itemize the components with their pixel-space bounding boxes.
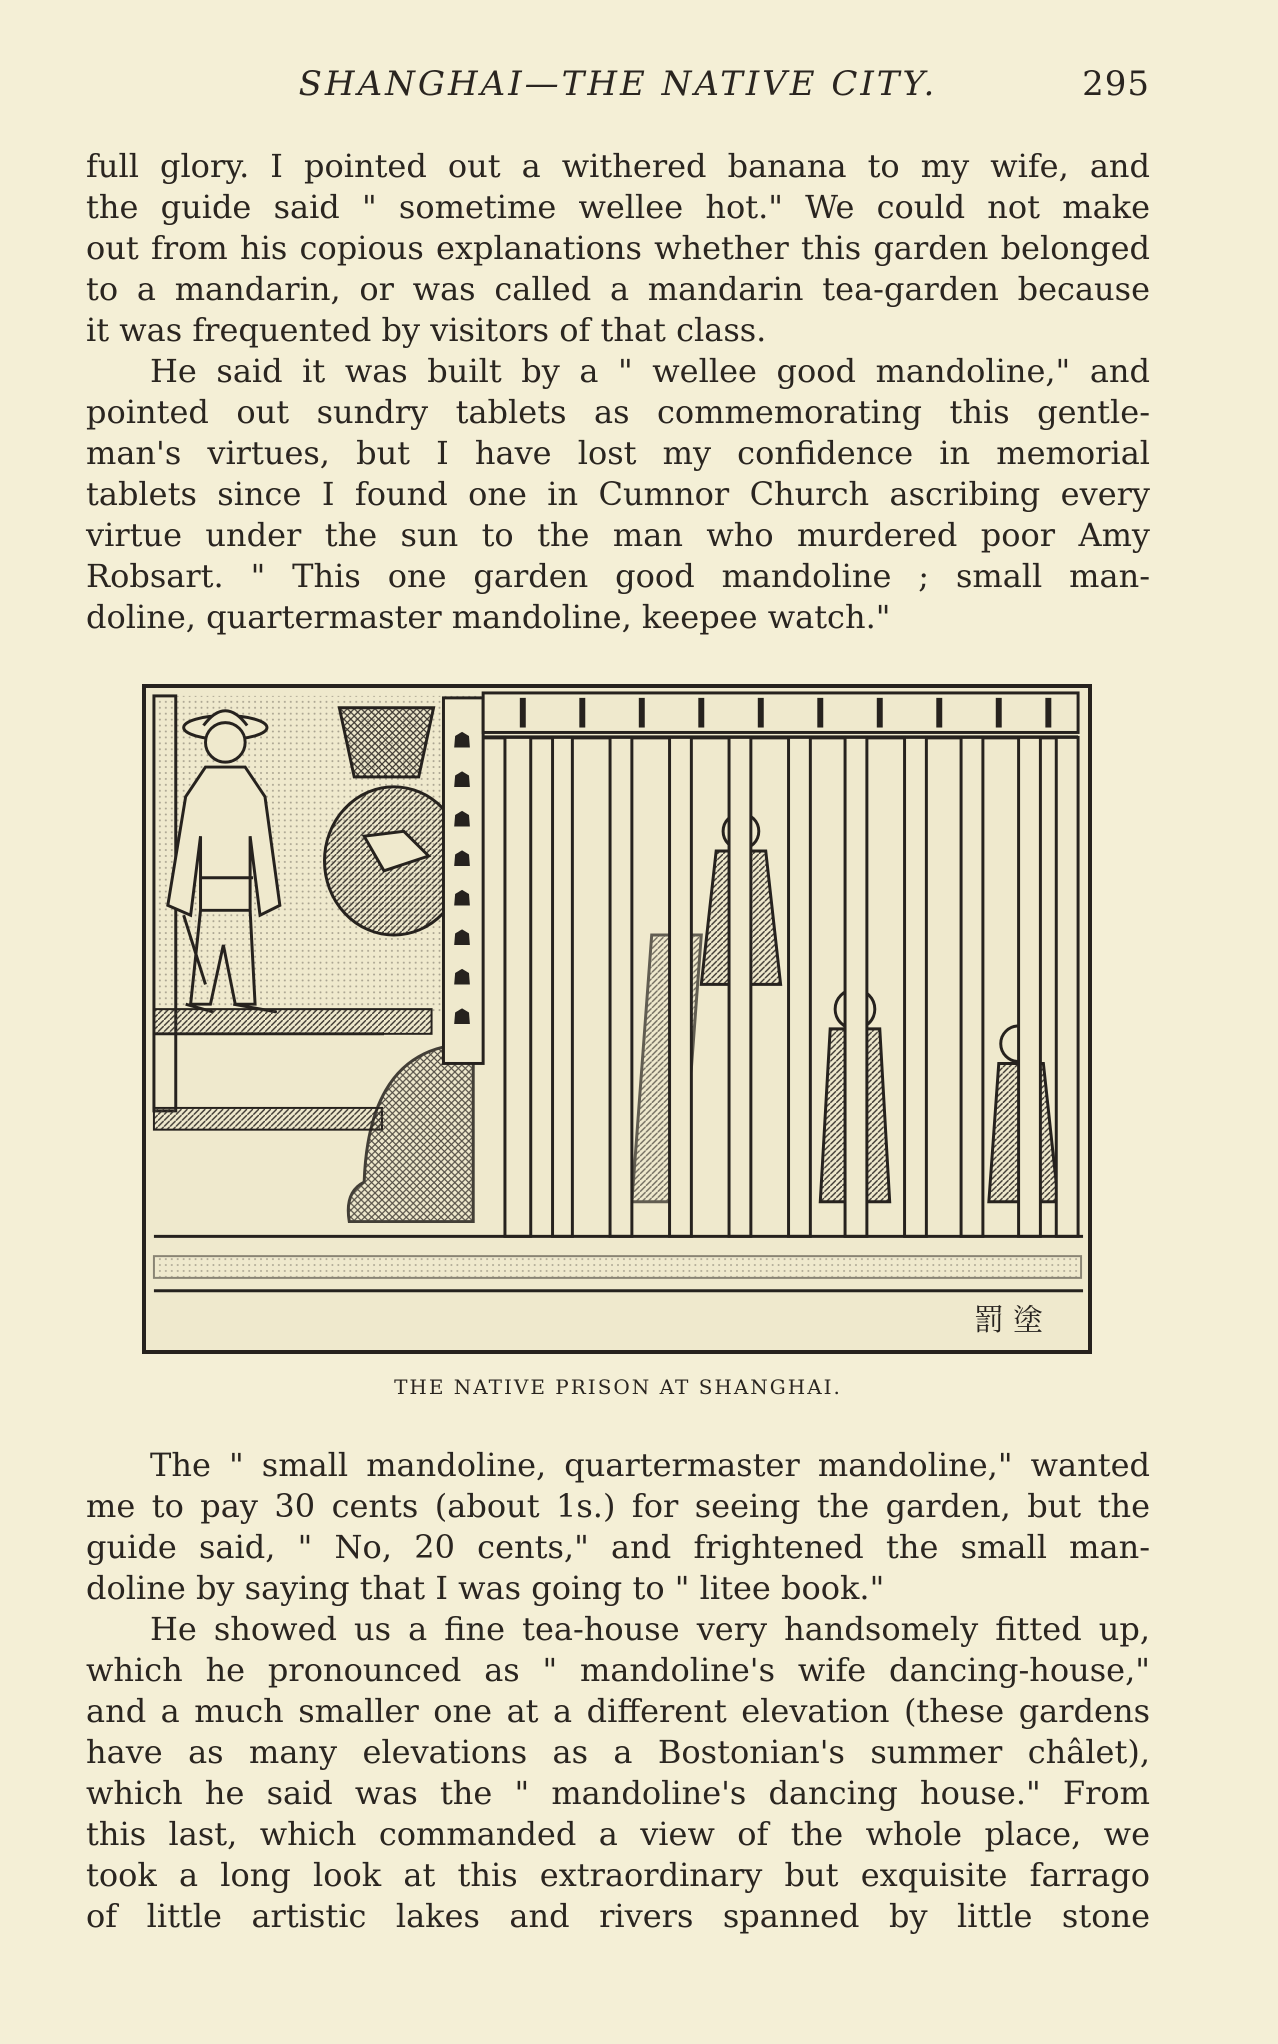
figure-caption: THE NATIVE PRISON AT SHANGHAI. — [394, 1375, 842, 1399]
engraving — [146, 688, 1088, 1350]
text-line: out from his copious explanations whether this garden belonged — [86, 229, 1150, 267]
running-title: SHANGHAI—THE NATIVE CITY. — [298, 64, 938, 104]
text-line: this last, which commanded a view of the whole place, we — [86, 1815, 1150, 1853]
text-line: He showed us a fine tea-house very handsomely fitted up, — [150, 1610, 1150, 1648]
svg-text:☗: ☗ — [452, 728, 472, 754]
text-line: guide said, " No, 20 cents," and frightened the small man- — [86, 1528, 1150, 1566]
text-line: pointed out sundry tablets as commemorating this gentle- — [86, 393, 1150, 431]
text-line: me to pay 30 cents (about 1s.) for seeing the garden, but the — [86, 1487, 1150, 1525]
text-line: which he pronounced as " mandoline's wife dancing-house," — [86, 1651, 1150, 1689]
text-line: man's virtues, but I have lost my confidence in memorial — [86, 434, 1150, 472]
text-line: it was frequented by visitors of that class. — [86, 311, 767, 349]
prison-illustration — [142, 684, 1092, 1354]
svg-text:☗: ☗ — [452, 846, 472, 872]
svg-text:☗: ☗ — [452, 767, 472, 793]
text-line: full glory. I pointed out a withered banana to my wife, and — [86, 147, 1150, 185]
text-line: and a much smaller one at a different elevation (these gardens — [86, 1692, 1150, 1730]
paragraph — [86, 351, 1150, 638]
svg-text:☗: ☗ — [452, 965, 472, 991]
paragraph — [86, 1609, 1150, 1937]
paragraph — [86, 1445, 1150, 1609]
text-line: to a mandarin, or was called a mandarin tea-garden because — [86, 270, 1150, 308]
text-line: of little artistic lakes and rivers spanned by little stone — [86, 1897, 1150, 1935]
text-line: doline by saying that I was going to " litee book." — [86, 1569, 885, 1607]
svg-text:☗: ☗ — [452, 925, 472, 951]
text-line: the guide said " sometime wellee hot." We could not make — [86, 188, 1150, 226]
text-line: The " small mandoline, quartermaster mandoline," wanted — [150, 1446, 1150, 1484]
svg-text:☗: ☗ — [452, 886, 472, 912]
text-line: which he said was the " mandoline's dancing house." From — [86, 1774, 1150, 1812]
svg-text:☗: ☗ — [452, 1004, 472, 1030]
text-line: doline, quartermaster mandoline, keepee watch." — [86, 598, 891, 636]
text-line: Robsart. " This one garden good mandoline ; small man- — [86, 557, 1150, 595]
text-line: virtue under the sun to the man who murdered poor Amy — [86, 516, 1150, 554]
paragraph — [86, 146, 1150, 351]
artist-seal: 罰 塗 — [973, 1303, 1043, 1339]
svg-text:☗: ☗ — [452, 807, 472, 833]
page-header — [86, 64, 1150, 108]
text-line: took a long look at this extraordinary but exquisite farrago — [86, 1856, 1150, 1894]
text-line: He said it was built by a " wellee good mandoline," and — [150, 352, 1150, 390]
text-line: tablets since I found one in Cumnor Church ascribing every — [86, 475, 1150, 513]
page-number: 295 — [1082, 64, 1150, 104]
text-line: have as many elevations as a Bostonian's summer châlet), — [86, 1733, 1150, 1771]
